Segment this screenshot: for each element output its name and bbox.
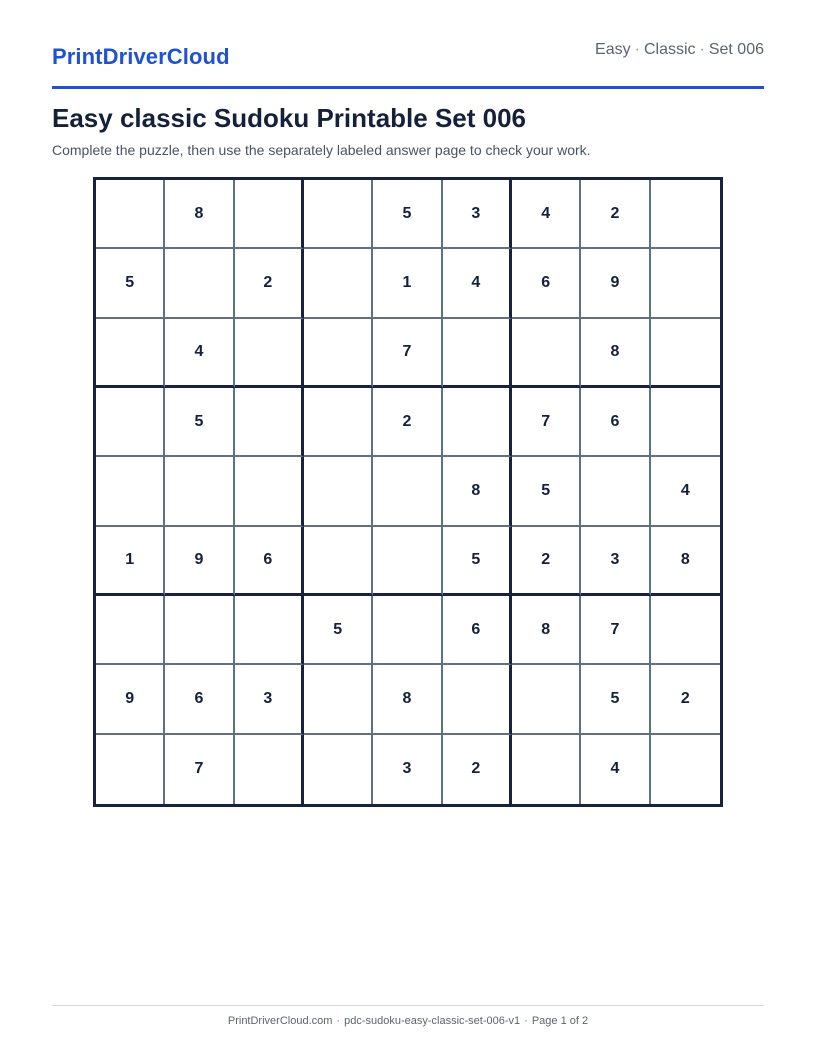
empty-cell[interactable] [235,180,304,249]
empty-cell[interactable] [651,735,720,804]
given-cell: 4 [512,180,581,249]
empty-cell[interactable] [304,735,373,804]
given-cell: 7 [165,735,234,804]
given-cell: 4 [651,457,720,526]
given-cell: 2 [581,180,650,249]
page-title: Easy classic Sudoku Printable Set 006 [52,103,527,133]
empty-cell[interactable] [304,527,373,596]
given-cell: 6 [443,596,512,665]
variant-label: Classic [643,41,696,58]
given-cell: 7 [373,319,442,388]
empty-cell[interactable] [165,249,234,318]
given-cell: 3 [373,735,442,804]
empty-cell[interactable] [304,319,373,388]
footer-page-number: Page 1 of 2 [531,1015,589,1027]
empty-cell[interactable] [235,457,304,526]
given-cell: 6 [165,665,234,734]
empty-cell[interactable] [165,596,234,665]
footer-site: PrintDriverCloud.com [227,1015,333,1027]
empty-cell[interactable] [96,388,165,457]
given-cell: 5 [512,457,581,526]
separator-dot: · [336,1015,341,1027]
given-cell: 2 [235,249,304,318]
empty-cell[interactable] [304,665,373,734]
given-cell: 1 [96,527,165,596]
given-cell: 3 [235,665,304,734]
given-cell: 6 [581,388,650,457]
given-cell: 2 [373,388,442,457]
header-meta [595,41,764,59]
empty-cell[interactable] [443,319,512,388]
empty-cell[interactable] [304,249,373,318]
separator-dot: · [699,41,705,58]
given-cell: 9 [581,249,650,318]
empty-cell[interactable] [96,735,165,804]
empty-cell[interactable] [165,457,234,526]
empty-cell[interactable] [235,735,304,804]
given-cell: 7 [512,388,581,457]
empty-cell[interactable] [373,527,442,596]
given-cell: 2 [443,735,512,804]
given-cell: 9 [96,665,165,734]
given-cell: 8 [581,319,650,388]
empty-cell[interactable] [304,457,373,526]
given-cell: 5 [443,527,512,596]
empty-cell[interactable] [373,457,442,526]
empty-cell[interactable] [304,388,373,457]
empty-cell[interactable] [651,249,720,318]
empty-cell[interactable] [443,388,512,457]
given-cell: 4 [165,319,234,388]
set-label: Set 006 [708,41,764,58]
empty-cell[interactable] [651,388,720,457]
empty-cell[interactable] [651,319,720,388]
empty-cell[interactable] [512,319,581,388]
given-cell: 6 [235,527,304,596]
empty-cell[interactable] [443,665,512,734]
empty-cell[interactable] [96,319,165,388]
given-cell: 8 [651,527,720,596]
empty-cell[interactable] [373,596,442,665]
empty-cell[interactable] [581,457,650,526]
empty-cell[interactable] [651,180,720,249]
given-cell: 3 [443,180,512,249]
empty-cell[interactable] [235,596,304,665]
given-cell: 8 [443,457,512,526]
empty-cell[interactable] [651,596,720,665]
given-cell: 8 [165,180,234,249]
empty-cell[interactable] [96,596,165,665]
given-cell: 9 [165,527,234,596]
given-cell: 5 [581,665,650,734]
given-cell: 7 [581,596,650,665]
given-cell: 2 [512,527,581,596]
empty-cell[interactable] [512,665,581,734]
given-cell: 5 [373,180,442,249]
empty-cell[interactable] [235,388,304,457]
given-cell: 4 [581,735,650,804]
given-cell: 5 [165,388,234,457]
given-cell: 3 [581,527,650,596]
given-cell: 5 [96,249,165,318]
given-cell: 1 [373,249,442,318]
page-instructions: Complete the puzzle, then use the separately labeled answer page to check your work. [52,142,591,158]
sudoku-grid [93,177,723,807]
difficulty-label: Easy [595,41,631,58]
page-footer [52,1005,764,1027]
given-cell: 5 [304,596,373,665]
given-cell: 4 [443,249,512,318]
brand-logo[interactable]: PrintDriverCloud [52,44,230,69]
given-cell: 8 [373,665,442,734]
empty-cell[interactable] [512,735,581,804]
separator-dot: · [524,1015,528,1027]
given-cell: 8 [512,596,581,665]
given-cell: 2 [651,665,720,734]
empty-cell[interactable] [304,180,373,249]
empty-cell[interactable] [96,180,165,249]
separator-dot: · [634,41,640,58]
given-cell: 6 [512,249,581,318]
empty-cell[interactable] [235,319,304,388]
footer-puzzle-id: pdc-sudoku-easy-classic-set-006-v1 [344,1015,521,1027]
page-header [52,36,764,89]
empty-cell[interactable] [96,457,165,526]
